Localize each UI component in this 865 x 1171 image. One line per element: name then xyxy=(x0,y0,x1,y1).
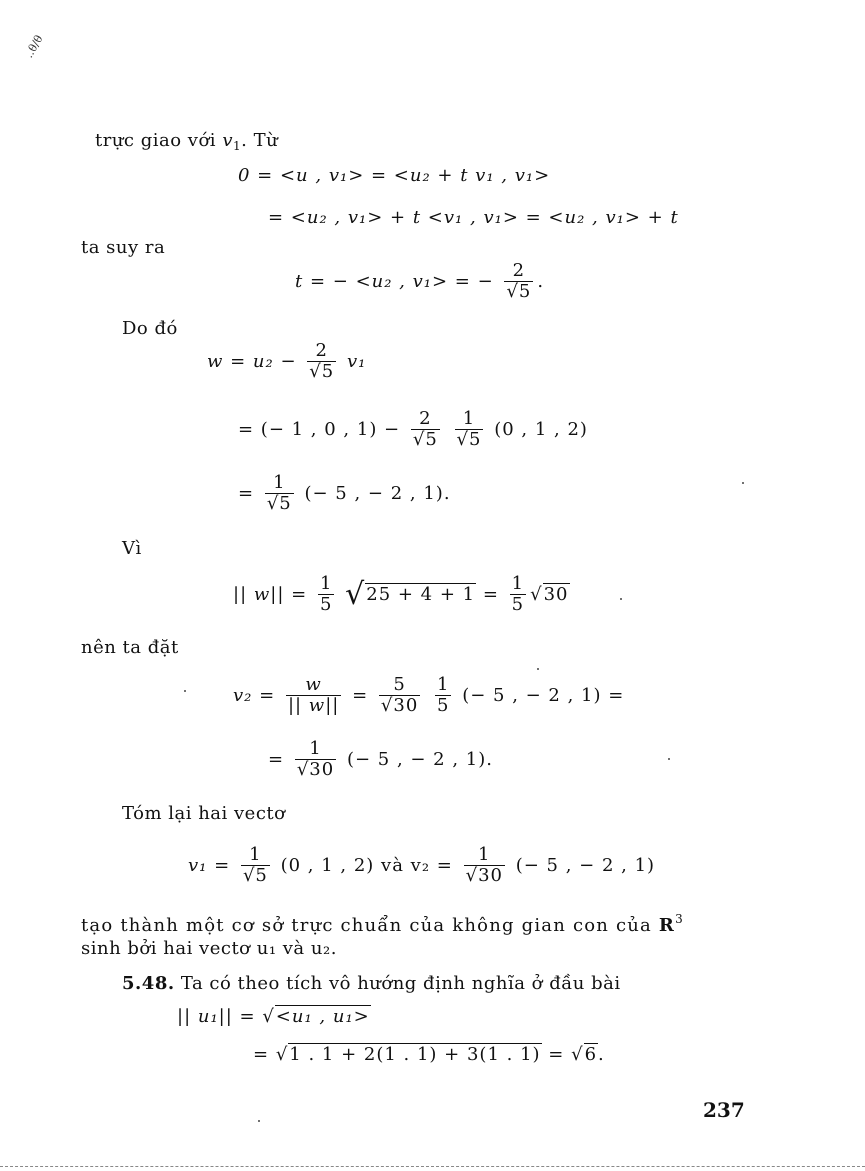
denominator: √5 xyxy=(456,428,482,450)
denominator: √5 xyxy=(266,492,292,514)
denominator: √30 xyxy=(380,694,419,716)
radicand-u1: <u₁ , u₁> xyxy=(275,1006,370,1027)
w-line2-b: (0 , 1 , 2) xyxy=(494,418,588,440)
equation-v2-2 xyxy=(268,740,493,780)
numerator: w xyxy=(305,674,322,695)
superscript-3: 3 xyxy=(675,912,684,926)
period: . xyxy=(598,1044,605,1065)
v2-lhs: v₂ = xyxy=(233,684,276,706)
scan-speck xyxy=(620,598,622,600)
fraction-1-over-sqrt30 xyxy=(464,846,505,886)
scan-speck xyxy=(258,1120,260,1122)
fraction-2-over-sqrt5 xyxy=(307,342,336,382)
denominator: √5 xyxy=(506,280,532,302)
denominator: 5 xyxy=(511,593,525,615)
numerator: 1 xyxy=(319,573,333,594)
page-number: 237 xyxy=(703,1098,745,1122)
equation-v2-1 xyxy=(233,676,624,716)
equals: = xyxy=(482,583,499,605)
fraction-w-over-norm-w xyxy=(286,676,341,716)
w-line2-a: = (− 1 , 0 , 1) − xyxy=(238,418,401,440)
numerator: 1 xyxy=(462,408,476,429)
fraction-1-over-5 xyxy=(435,676,451,716)
numerator: 2 xyxy=(512,260,526,281)
numerator: 1 xyxy=(249,844,262,865)
text-exercise-548 xyxy=(122,973,621,994)
fraction-1-over-5 xyxy=(510,575,526,615)
scan-speck xyxy=(742,482,744,484)
denominator: 5 xyxy=(319,593,333,615)
equation-norm-w: || w|| = $\frac{1}{5}$ √25 + 4 + 1 = $\frac{1}{5}$ √30 xyxy=(233,573,569,615)
var-v: v xyxy=(222,130,233,151)
sum-v1: v₁ = xyxy=(188,854,231,876)
fraction-1-over-sqrt30 xyxy=(295,740,336,780)
equals: = xyxy=(253,1044,270,1065)
equals: = xyxy=(238,482,255,504)
equation-summary xyxy=(188,846,655,886)
equation-t: t = − <u₂ , v₁> = − $\frac{2}{√5}$ . xyxy=(295,260,545,302)
text-sinh-boi: sinh bởi hai vectơ u₁ và u₂. xyxy=(81,938,337,959)
norm-lhs: || w|| = xyxy=(233,583,308,605)
fraction-1-over-sqrt5 xyxy=(241,846,270,886)
text-nen-ta-dat: nên ta đặt xyxy=(81,637,179,658)
denominator: √5 xyxy=(412,428,438,450)
v2-vec: (− 5 , − 2 , 1) = xyxy=(462,684,625,706)
t-lhs: t = − <u₂ , v₁> = − xyxy=(295,270,494,292)
fraction-1-over-sqrt5 xyxy=(455,410,484,450)
w-line3-vec: (− 5 , − 2 , 1). xyxy=(304,482,451,504)
numerator: 2 xyxy=(315,340,328,361)
text-tom-lai: Tóm lại hai vectơ xyxy=(122,803,286,824)
fraction-2-over-sqrt5 xyxy=(411,410,440,450)
symbol-R: R xyxy=(658,915,676,936)
equation-norm-u1-2: = √1 . 1 + 2(1 . 1) + 3(1 . 1) = √6. xyxy=(253,1044,605,1065)
text-line-1 xyxy=(95,130,278,153)
subscript-1: 1 xyxy=(232,139,242,153)
sum-end: (− 5 , − 2 , 1) xyxy=(515,854,656,876)
scan-speck xyxy=(184,690,186,692)
radicand-30: 30 xyxy=(543,583,569,605)
denominator: √5 xyxy=(309,360,335,382)
radicand-6: 6 xyxy=(584,1044,598,1065)
text-vi: Vì xyxy=(122,538,142,559)
w-v1: v₁ xyxy=(346,350,367,372)
equals: = xyxy=(548,1044,565,1065)
denominator: √5 xyxy=(242,864,268,886)
equation-w-1 xyxy=(207,342,366,382)
equation-2: = <u₂ , v₁> + t <v₁ , v₁> = <u₂ , v₁> + t xyxy=(268,207,679,228)
numerator: 1 xyxy=(478,844,491,865)
exercise-text: Ta có theo tích vô hướng định nghĩa ở đầu bài xyxy=(180,973,621,994)
numerator: 1 xyxy=(437,674,450,695)
denominator: 5 xyxy=(437,694,450,716)
v2-line2-vec: (− 5 , − 2 , 1). xyxy=(346,748,493,770)
text-do-do: Do đó xyxy=(122,318,178,339)
fraction-1-over-sqrt5 xyxy=(265,474,294,514)
equals: = xyxy=(268,748,285,770)
numerator: 2 xyxy=(419,408,432,429)
sum-mid: (0 , 1 , 2) và v₂ = xyxy=(280,854,453,876)
text-tao-thanh-body: tạo thành một cơ sở trực chuẩn của không gian con của xyxy=(81,915,652,936)
equation-w-3 xyxy=(238,474,451,514)
bottom-scan-edge xyxy=(0,1166,865,1167)
text-tu: . Từ xyxy=(241,130,279,151)
fraction-1-over-5 xyxy=(318,575,334,615)
numerator: 1 xyxy=(273,472,286,493)
radicand: 25 + 4 + 1 xyxy=(366,583,476,605)
equals: = xyxy=(352,684,369,706)
text-truc-giao: trực giao với xyxy=(95,130,217,151)
scan-speck xyxy=(537,668,539,670)
corner-mark: ..θ/θ xyxy=(22,32,46,61)
equation-norm-u1-1: || u₁|| = √<u₁ , u₁> xyxy=(177,1006,370,1027)
exercise-number: 5.48. xyxy=(122,973,175,994)
denominator: || w|| xyxy=(287,694,340,716)
denominator: √30 xyxy=(296,758,335,780)
text-ta-suy-ra: ta suy ra xyxy=(81,237,166,258)
scan-speck xyxy=(668,758,670,760)
norm-u1-lhs: || u₁|| = xyxy=(177,1006,256,1027)
equation-w-2 xyxy=(238,410,588,450)
w-lhs: w = u₂ − xyxy=(207,350,297,372)
numerator: 1 xyxy=(511,573,525,594)
denominator: √30 xyxy=(465,864,503,886)
text-tao-thanh xyxy=(81,912,684,936)
radicand-sum: 1 . 1 + 2(1 . 1) + 3(1 . 1) xyxy=(289,1044,541,1065)
fraction-2-over-sqrt5 xyxy=(504,262,533,302)
numerator: 5 xyxy=(393,674,406,695)
numerator: 1 xyxy=(309,738,322,759)
fraction-5-over-sqrt30 xyxy=(379,676,420,716)
equation-1: 0 = <u , v₁> = <u₂ + t v₁ , v₁> xyxy=(238,165,551,186)
